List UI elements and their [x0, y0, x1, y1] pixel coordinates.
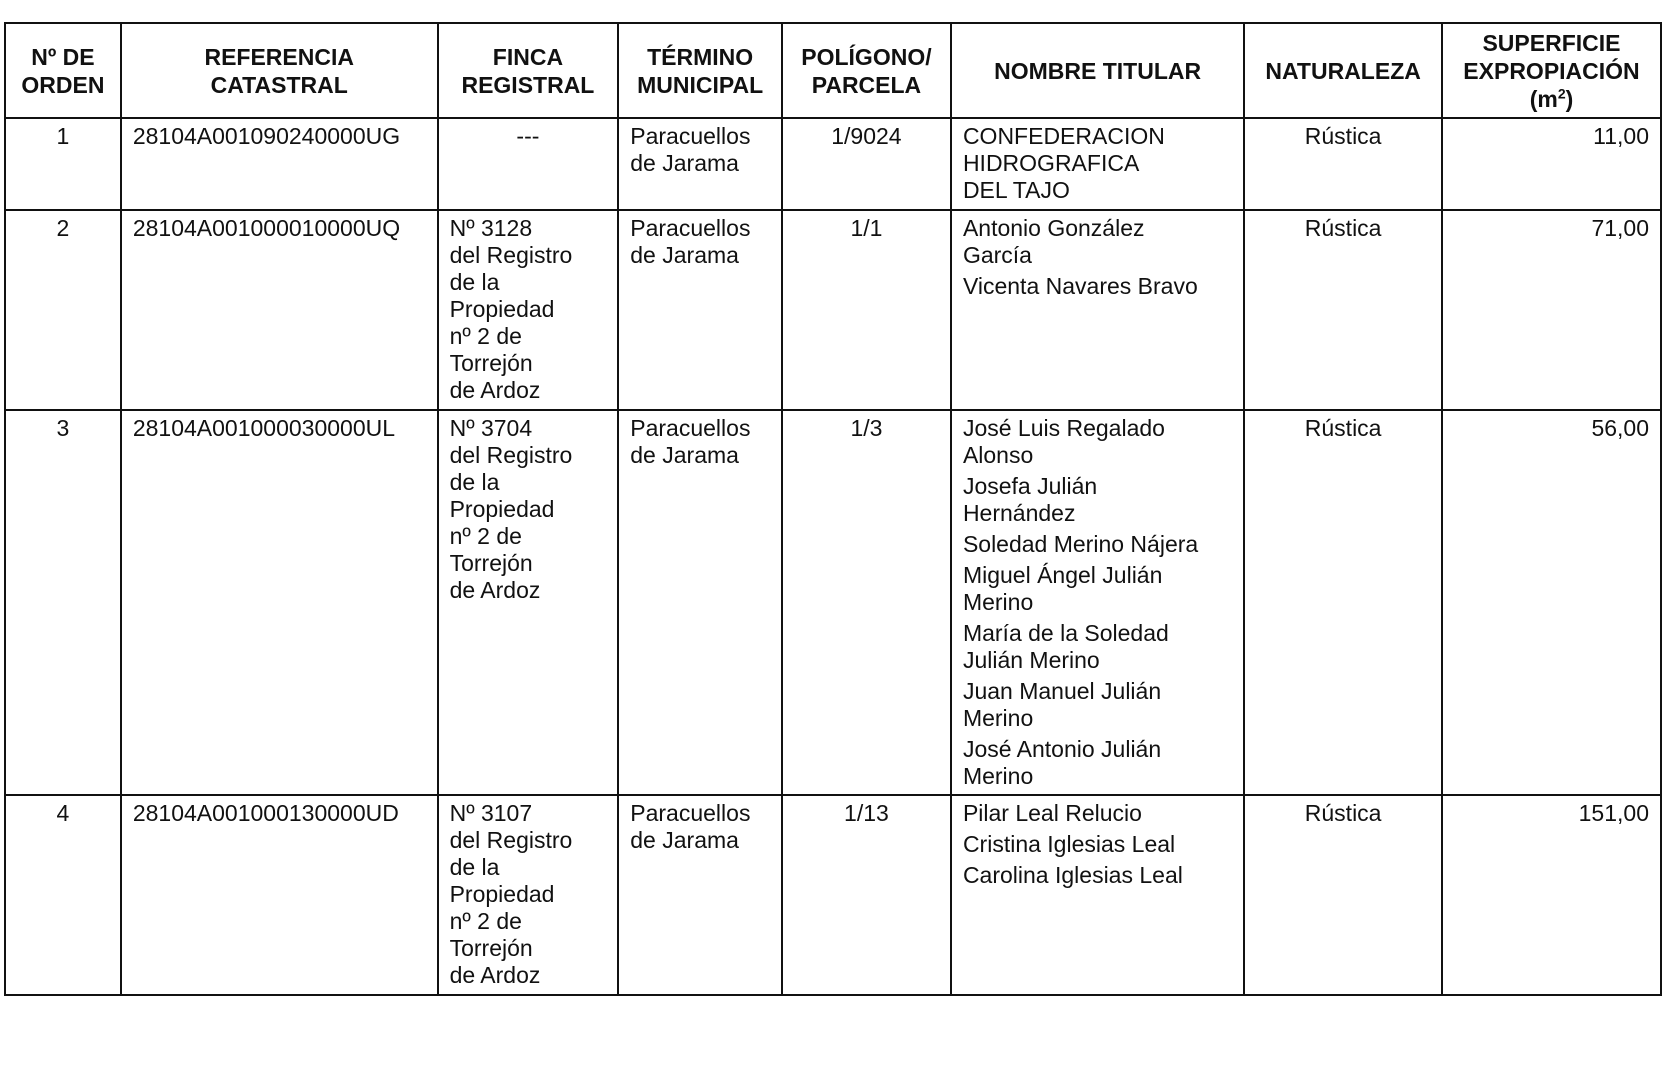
- finca-line: Torrejón: [449, 550, 533, 576]
- superficie-value: 11,00: [1593, 123, 1649, 149]
- cell-termino-municipal: [618, 118, 782, 210]
- orden-number: 4: [56, 800, 70, 826]
- titular-line: Alonso: [962, 442, 1034, 468]
- cell-termino-municipal: [618, 410, 782, 795]
- poligono-value: 1/3: [850, 415, 883, 441]
- finca-line: Torrejón: [449, 350, 533, 376]
- table-row: [5, 210, 1661, 410]
- cell-orden: [5, 795, 121, 995]
- cell-superficie: [1442, 410, 1661, 795]
- cell-orden: [5, 118, 121, 210]
- finca-line: ---: [516, 123, 540, 149]
- titular-line: Miguel Ángel Julián: [962, 562, 1163, 588]
- cell-termino-municipal: [618, 795, 782, 995]
- cell-naturaleza: [1244, 410, 1442, 795]
- header-referencia-catastral: REFERENCIA CATASTRAL: [121, 23, 438, 118]
- cell-finca-registral: [438, 210, 619, 410]
- header-orden: Nº DE ORDEN: [5, 23, 121, 118]
- header-superficie-expropiacion: SUPERFICIE EXPROPIACIÓN $(m^2)$: [1442, 23, 1661, 118]
- titular-entry: [963, 473, 1232, 527]
- cell-finca-registral: [438, 118, 619, 210]
- referencia-value: 28104A001000030000UL: [132, 415, 396, 441]
- finca-line: Nº 3128: [449, 215, 533, 241]
- titular-line: Julián Merino: [962, 647, 1100, 673]
- titular-entry: [963, 620, 1232, 674]
- cell-referencia-catastral: [121, 795, 438, 995]
- finca-line: de Ardoz: [449, 377, 541, 403]
- superficie-value: 56,00: [1591, 415, 1649, 441]
- titular-line: CONFEDERACION: [962, 123, 1165, 149]
- titular-line: HIDROGRAFICA: [962, 150, 1140, 176]
- referencia-value: 28104A001000130000UD: [132, 800, 399, 826]
- titular-entry: [963, 831, 1232, 858]
- termino-line: de Jarama: [630, 827, 739, 853]
- cell-superficie: [1442, 210, 1661, 410]
- cell-referencia-catastral: [121, 210, 438, 410]
- superficie-value: 71,00: [1591, 215, 1649, 241]
- header-termino-municipal: TÉRMINO MUNICIPAL: [618, 23, 782, 118]
- titular-line: Juan Manuel Julián: [962, 678, 1162, 704]
- cell-naturaleza: [1244, 210, 1442, 410]
- finca-line: del Registro: [449, 827, 573, 853]
- titular-line: Antonio González: [962, 215, 1145, 241]
- termino-line: Paracuellos: [630, 123, 751, 149]
- titular-line: Josefa Julián: [962, 473, 1098, 499]
- table-row: [5, 795, 1661, 995]
- finca-line: de Ardoz: [449, 962, 541, 988]
- finca-line: de Ardoz: [449, 577, 541, 603]
- finca-line: nº 2 de: [449, 908, 522, 934]
- titular-line: Carolina Iglesias Leal: [962, 862, 1183, 888]
- cell-nombre-titular: [951, 210, 1244, 410]
- header-poligono-parcela: POLÍGONO/ PARCELA: [782, 23, 951, 118]
- header-row: [5, 23, 1661, 118]
- titular-entry: [963, 273, 1232, 300]
- termino-line: de Jarama: [630, 150, 739, 176]
- finca-line: Propiedad: [449, 296, 555, 322]
- header-nombre-titular: NOMBRE TITULAR: [951, 23, 1244, 118]
- titular-line: García: [962, 242, 1032, 268]
- titular-entry: [963, 800, 1232, 827]
- finca-line: de la: [449, 269, 500, 295]
- cell-termino-municipal: [618, 210, 782, 410]
- finca-line: Nº 3704: [449, 415, 533, 441]
- finca-line: Nº 3107: [449, 800, 533, 826]
- titular-entry: [963, 123, 1232, 204]
- cell-superficie: [1442, 118, 1661, 210]
- titular-entry: [963, 562, 1232, 616]
- cell-nombre-titular: [951, 410, 1244, 795]
- cell-superficie: [1442, 795, 1661, 995]
- finca-line: Propiedad: [449, 496, 555, 522]
- finca-line: Torrejón: [449, 935, 533, 961]
- orden-number: 2: [56, 215, 70, 241]
- table-row: [5, 410, 1661, 795]
- titular-entry: [963, 678, 1232, 732]
- naturaleza-value: Rústica: [1304, 123, 1382, 149]
- cell-poligono-parcela: [782, 795, 951, 995]
- titular-line: José Luis Regalado: [962, 415, 1165, 441]
- naturaleza-value: Rústica: [1304, 800, 1382, 826]
- cell-finca-registral: [438, 410, 619, 795]
- titular-line: Soledad Merino Nájera: [962, 531, 1199, 557]
- finca-line: del Registro: [449, 442, 573, 468]
- termino-line: Paracuellos: [630, 215, 751, 241]
- titular-entry: [963, 415, 1232, 469]
- titular-entry: [963, 215, 1232, 269]
- table-row: [5, 118, 1661, 210]
- titular-line: José Antonio Julián: [962, 736, 1162, 762]
- expropiation-table: [4, 22, 1662, 996]
- header-finca-registral: FINCA REGISTRAL: [438, 23, 619, 118]
- naturaleza-value: Rústica: [1304, 215, 1382, 241]
- poligono-value: 1/13: [844, 800, 889, 826]
- titular-entry: [963, 736, 1232, 790]
- orden-number: 3: [56, 415, 70, 441]
- cell-referencia-catastral: [121, 410, 438, 795]
- termino-line: de Jarama: [630, 442, 739, 468]
- cell-naturaleza: [1244, 795, 1442, 995]
- titular-line: DEL TAJO: [962, 177, 1070, 203]
- superficie-value: 151,00: [1578, 800, 1649, 826]
- cell-referencia-catastral: [121, 118, 438, 210]
- finca-line: de la: [449, 469, 500, 495]
- poligono-value: 1/9024: [831, 123, 902, 149]
- poligono-value: 1/1: [850, 215, 883, 241]
- header-naturaleza: NATURALEZA: [1244, 23, 1442, 118]
- titular-line: Merino: [962, 589, 1034, 615]
- orden-number: 1: [56, 123, 70, 149]
- cell-poligono-parcela: [782, 210, 951, 410]
- finca-line: nº 2 de: [449, 323, 522, 349]
- titular-entry: [963, 531, 1232, 558]
- finca-line: de la: [449, 854, 500, 880]
- titular-line: Vicenta Navares Bravo: [962, 273, 1198, 299]
- cell-poligono-parcela: [782, 118, 951, 210]
- titular-line: María de la Soledad: [962, 620, 1169, 646]
- table-body: [5, 118, 1661, 995]
- cell-nombre-titular: [951, 118, 1244, 210]
- termino-line: Paracuellos: [630, 415, 751, 441]
- finca-line: del Registro: [449, 242, 573, 268]
- titular-line: Hernández: [962, 500, 1076, 526]
- naturaleza-value: Rústica: [1304, 415, 1382, 441]
- titular-entry: [963, 862, 1232, 889]
- finca-line: nº 2 de: [449, 523, 522, 549]
- titular-line: Merino: [962, 705, 1034, 731]
- termino-line: Paracuellos: [630, 800, 751, 826]
- titular-line: Pilar Leal Relucio: [962, 800, 1142, 826]
- cell-orden: [5, 410, 121, 795]
- cell-nombre-titular: [951, 795, 1244, 995]
- cell-finca-registral: [438, 795, 619, 995]
- finca-line: Propiedad: [449, 881, 555, 907]
- termino-line: de Jarama: [630, 242, 739, 268]
- titular-line: Cristina Iglesias Leal: [962, 831, 1176, 857]
- titular-line: Merino: [962, 763, 1034, 789]
- referencia-value: 28104A001090240000UG: [132, 123, 401, 149]
- cell-naturaleza: [1244, 118, 1442, 210]
- cell-orden: [5, 210, 121, 410]
- referencia-value: 28104A001000010000UQ: [132, 215, 401, 241]
- cell-poligono-parcela: [782, 410, 951, 795]
